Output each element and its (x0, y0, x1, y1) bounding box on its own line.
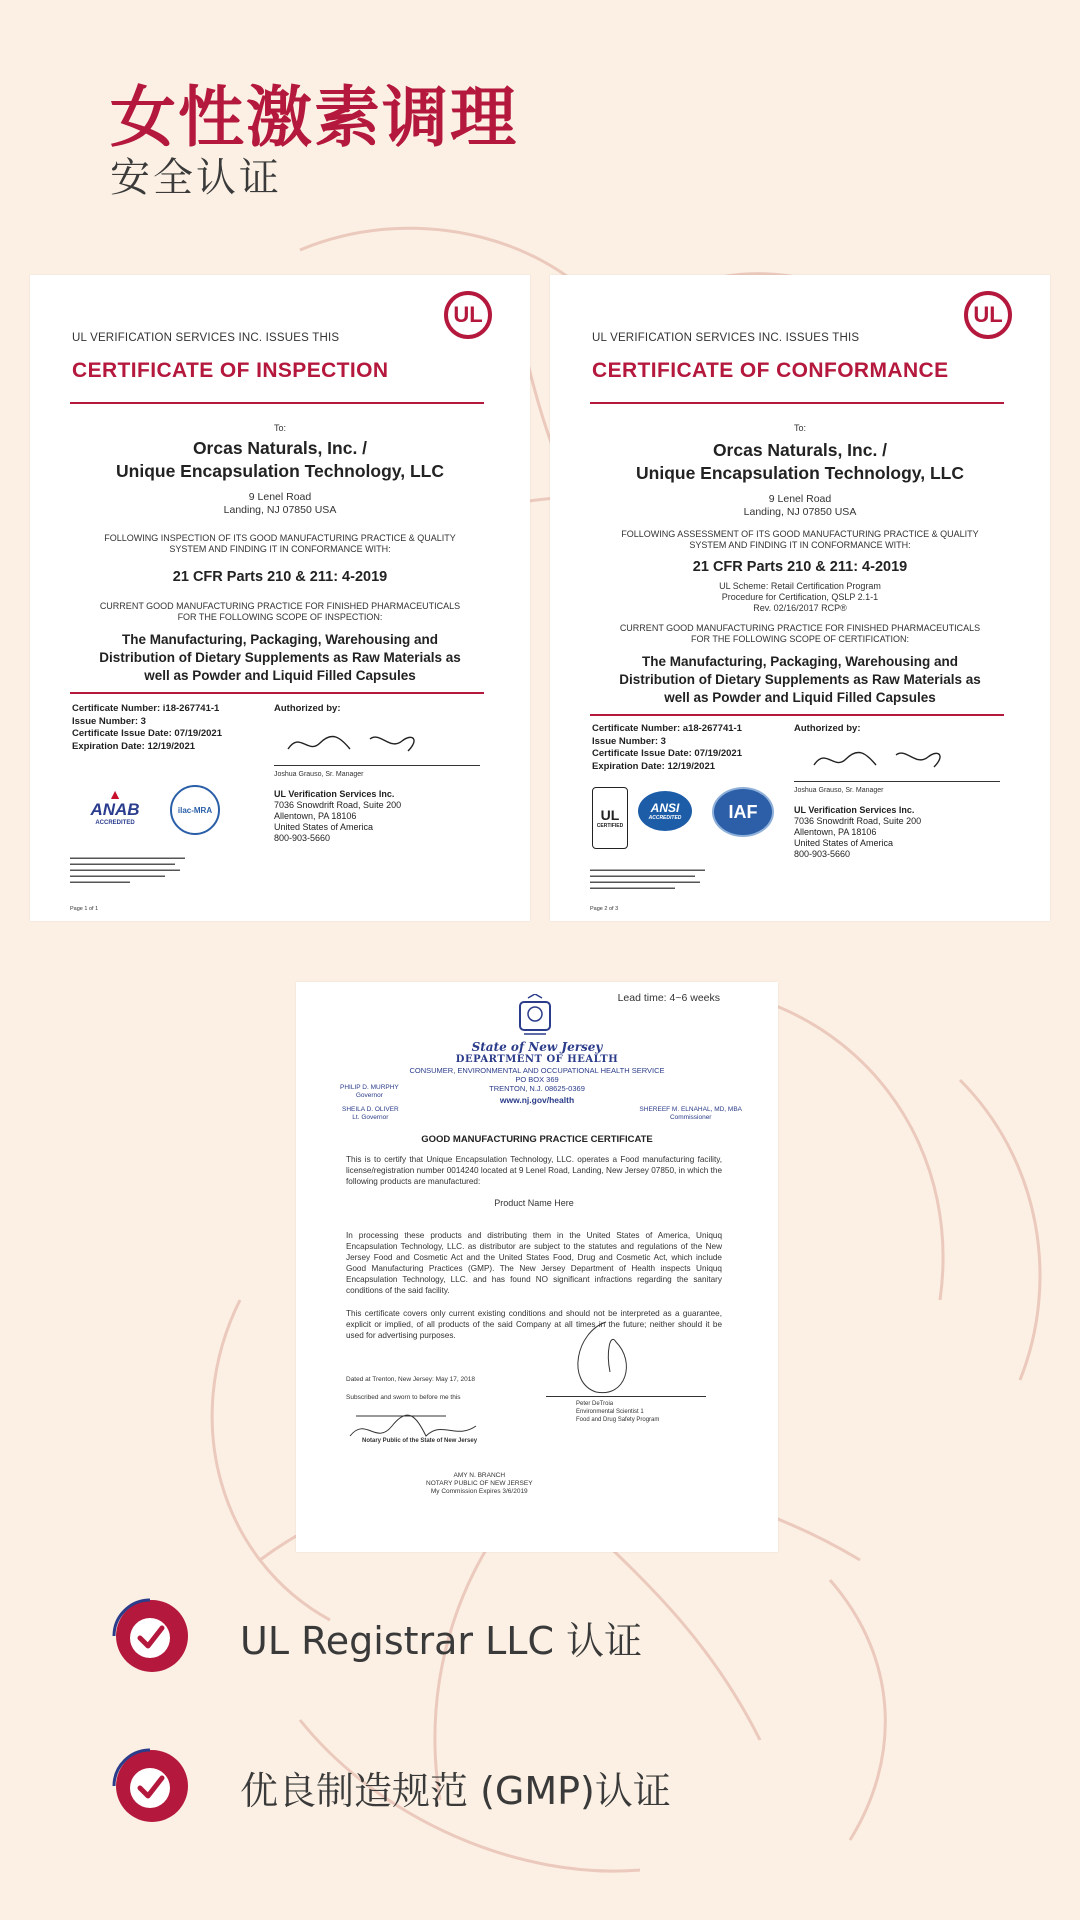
governor (340, 1084, 399, 1100)
notary-stamp (426, 1472, 533, 1496)
address-line-2: Landing, NJ 07850 USA (743, 506, 857, 518)
city: TRENTON, N.J. 08625-0369 (489, 1084, 585, 1093)
cert-issuer: UL VERIFICATION SERVICES INC. ISSUES THIS (592, 332, 860, 344)
expiration-date: Expiration Date: 12/19/2021 (592, 760, 716, 772)
divider (70, 692, 484, 694)
inspector-title-1: Environmental Scientist 1 (576, 1409, 644, 1415)
dept-service: CONSUMER, ENVIRONMENTAL AND OCCUPATIONAL HEALTH SERVICE (409, 1066, 665, 1075)
ul-badge-label: UL (600, 807, 620, 823)
company-line-1: Orcas Naturals, Inc. / (712, 440, 888, 460)
subscribed: Subscribed and sworn to before me this (346, 1394, 461, 1401)
department-name: DEPARTMENT OF HEALTH (455, 1054, 619, 1065)
fine-print: ▬▬▬▬▬▬▬▬▬▬▬▬▬▬▬▬▬▬▬▬▬▬▬ ▬▬▬▬▬▬▬▬▬▬▬▬▬▬▬▬▬▬▬▬▬ ▬▬▬▬▬▬▬▬▬▬▬▬▬▬▬▬▬▬▬▬▬▬ ▬▬▬▬▬▬▬▬▬▬▬▬▬▬▬▬▬▬▬ ▬▬▬▬▬▬▬▬▬▬▬▬ (70, 855, 185, 885)
signature-line (274, 765, 480, 766)
verif-addr-2: Allentown, PA 18106 (794, 827, 877, 837)
current-gmp-text (580, 623, 1020, 645)
ul-logo-icon: UL (964, 291, 1012, 339)
company-address (580, 493, 1020, 519)
ilac-label: ilac-MRA (177, 805, 213, 815)
ul-logo-icon: UL (444, 291, 492, 339)
check-circle-icon (110, 1596, 190, 1676)
scope-line-3: well as Powder and Liquid Filled Capsules (144, 668, 416, 683)
anab-sub: ACCREDITED (95, 820, 135, 826)
address-line-1: 9 Lenel Road (768, 493, 832, 505)
scheme-line-1: UL Scheme: Retail Certification Program (719, 581, 881, 591)
issue-number: Issue Number: 3 (72, 715, 146, 727)
inspector-name: Peter DeTroia (576, 1401, 614, 1407)
following-line-1: FOLLOWING ASSESSMENT OF ITS GOOD MANUFACTURING PRACTICE & QUALITY (621, 529, 979, 539)
stamp-line-3: My Commission Expires 3/6/2019 (430, 1488, 528, 1495)
commissioner (639, 1106, 742, 1122)
scope-line-1: The Manufacturing, Packaging, Warehousing and (641, 654, 959, 669)
standard: 21 CFR Parts 210 & 211: 4-2019 (172, 569, 388, 585)
lt-gov-title: Lt. Governor (352, 1114, 389, 1121)
scheme-line-2: Procedure for Certification, QSLP 2.1-1 (721, 592, 879, 602)
certificate-of-inspection (30, 275, 530, 921)
anab-badge-icon: ▲ ANAB ACCREDITED (90, 786, 140, 826)
current-gmp-text (60, 601, 500, 623)
following-line-2: SYSTEM AND FINDING IT IN CONFORMANCE WITH: (169, 544, 391, 554)
commissioner-title: Commissioner (669, 1114, 712, 1121)
stamp-name: AMY N. BRANCH (453, 1472, 506, 1479)
cert-number: Certificate Number: i18-267741-1 (72, 703, 220, 714)
iaf-label: IAF (728, 801, 758, 822)
verif-phone: 800-903-5660 (274, 833, 331, 843)
dated: Dated at Trenton, New Jersey: May 17, 2018 (346, 1376, 475, 1383)
state-name: State of New Jersey (471, 1040, 603, 1054)
scope-line-3: well as Powder and Liquid Filled Capsules (664, 690, 936, 705)
lead-time: Lead time: 4~6 weeks (617, 992, 720, 1004)
company-line-2: Unique Encapsulation Technology, LLC (636, 463, 964, 483)
divider (70, 402, 484, 404)
verif-addr-3: United States of America (274, 822, 374, 832)
cert-title: CERTIFICATE OF INSPECTION (72, 359, 389, 382)
signer-name: Joshua Grauso, Sr. Manager (274, 771, 364, 778)
address-line-2: Landing, NJ 07850 USA (223, 504, 337, 516)
check-circle-icon (110, 1746, 190, 1826)
ilac-mra-badge-icon (170, 785, 220, 835)
verif-addr-2: Allentown, PA 18106 (274, 811, 357, 821)
address-line-1: 9 Lenel Road (248, 491, 312, 503)
following-text (60, 533, 500, 555)
cert-title: CERTIFICATE OF CONFORMANCE (592, 359, 949, 382)
inspector-signature-icon (566, 1312, 646, 1402)
divider (590, 402, 1004, 404)
standard: 21 CFR Parts 210 & 211: 4-2019 (692, 559, 908, 575)
signature-line (546, 1396, 706, 1397)
issue-date: Certificate Issue Date: 07/19/2021 (592, 748, 742, 759)
scope-line-2: Distribution of Dietary Supplements as Raw Materials as (99, 650, 461, 665)
po-box: PO BOX 369 (515, 1075, 559, 1084)
company-line-2: Unique Encapsulation Technology, LLC (116, 461, 444, 481)
scope (60, 631, 500, 685)
paragraph-3: This certificate covers only current existing conditions and should not be interpreted as a guarantee, explicit or implied, of all products of the said Company at all times in the future; neither should it be used for advertising purposes. (346, 1309, 722, 1340)
gmp-heading: GOOD MANUFACTURING PRACTICE CERTIFICATE (421, 1134, 653, 1145)
inspector (576, 1400, 659, 1424)
signer-name: Joshua Grauso, Sr. Manager (794, 787, 884, 794)
website: www.nj.gov/health (499, 1095, 575, 1105)
verification-address (794, 805, 921, 860)
iaf-badge-icon (712, 787, 774, 837)
inspector-title-2: Food and Drug Safety Program (576, 1417, 660, 1423)
ansi-label: ANSI (650, 801, 680, 815)
governor-title: Governor (355, 1092, 383, 1099)
cert-meta (72, 703, 222, 753)
current-line-2: FOR THE FOLLOWING SCOPE OF INSPECTION: (177, 612, 383, 622)
paragraph-1: This is to certify that Unique Encapsulation Technology, LLC. operates a Food manufacturing facility, license/registration number 0014240 located at 9 Lenel Road, Landing, New Jersey 07850, in which the following products are manufactured: (346, 1155, 722, 1186)
current-line-2: FOR THE FOLLOWING SCOPE OF CERTIFICATION: (690, 634, 910, 644)
issue-date: Certificate Issue Date: 07/19/2021 (72, 728, 222, 739)
authorized-label: Authorized by: (794, 723, 861, 734)
ansi-sub: ACCREDITED (648, 815, 682, 821)
stamp-line-2: NOTARY PUBLIC OF NEW JERSEY (426, 1480, 533, 1487)
cert-meta (592, 723, 742, 773)
page-number: Page 2 of 3 (590, 906, 619, 912)
lt-gov-name: SHEILA D. OLIVER (342, 1106, 399, 1113)
ansi-badge-icon (638, 791, 692, 831)
cert-to: To: (273, 423, 286, 433)
company-name (580, 439, 1020, 485)
scheme (580, 581, 1020, 614)
scope (580, 653, 1020, 707)
company-line-1: Orcas Naturals, Inc. / (192, 438, 368, 458)
divider (590, 714, 1004, 716)
cert-to: To: (793, 423, 806, 433)
product-name: Product Name Here (494, 1198, 574, 1208)
verif-addr-3: United States of America (794, 838, 894, 848)
commissioner-name: SHEREEF M. ELNAHAL, MD, MBA (639, 1106, 742, 1113)
gmp-certificate (296, 982, 778, 1552)
certificate-of-conformance (550, 275, 1050, 921)
following-text (580, 529, 1020, 551)
issue-number: Issue Number: 3 (592, 735, 666, 747)
notary-label: Notary Public of the State of New Jersey (362, 1438, 478, 1444)
page-title: 女性激素调理 (110, 79, 518, 156)
company-address (60, 491, 500, 517)
current-line-1: CURRENT GOOD MANUFACTURING PRACTICE FOR FINISHED PHARMACEUTICALS (99, 601, 461, 611)
ul-certified-badge-icon (592, 787, 628, 849)
verif-addr-1: 7036 Snowdrift Road, Suite 200 (274, 800, 402, 810)
verif-addr-1: 7036 Snowdrift Road, Suite 200 (794, 816, 922, 826)
governor-name: PHILIP D. MURPHY (340, 1084, 399, 1091)
fine-print: ▬▬▬▬▬▬▬▬▬▬▬▬▬▬▬▬▬▬▬▬▬▬▬ ▬▬▬▬▬▬▬▬▬▬▬▬▬▬▬▬▬▬▬▬▬ ▬▬▬▬▬▬▬▬▬▬▬▬▬▬▬▬▬▬▬▬▬▬ ▬▬▬▬▬▬▬▬▬▬▬▬▬▬▬▬▬ (590, 867, 705, 891)
verif-name: UL Verification Services Inc. (274, 789, 395, 799)
cert-number: Certificate Number: a18-267741-1 (592, 723, 742, 734)
nj-seal-icon (514, 994, 556, 1038)
page-number: Page 1 of 1 (70, 906, 99, 912)
notary-signature-icon (346, 1396, 496, 1456)
feature-label-gmp: 优良制造规范 (GMP)认证 (240, 1769, 671, 1813)
expiration-date: Expiration Date: 12/19/2021 (72, 740, 196, 752)
following-line-1: FOLLOWING INSPECTION OF ITS GOOD MANUFACTURING PRACTICE & QUALITY (104, 533, 456, 543)
verif-phone: 800-903-5660 (794, 849, 851, 859)
lt-governor (342, 1106, 399, 1122)
feature-label-ul: UL Registrar LLC 认证 (240, 1619, 643, 1663)
scope-line-1: The Manufacturing, Packaging, Warehousing and (121, 632, 439, 647)
verification-address (274, 789, 401, 844)
cert-issuer: UL VERIFICATION SERVICES INC. ISSUES THIS (72, 332, 340, 344)
page-subtitle: 安全认证 (110, 155, 282, 201)
ul-badge-sub: CERTIFIED (596, 823, 624, 829)
current-line-1: CURRENT GOOD MANUFACTURING PRACTICE FOR FINISHED PHARMACEUTICALS (619, 623, 981, 633)
paragraph-2: In processing these products and distributing them in the United States of America, Uniquq Encapsulation Technology, LLC. as distributor are subject to the statutes and regulations of the New Jersey Food and Cosmetic Act and the United States Food, Drug and Cosmetic Act, which include Good Manufacturing Practices (GMP). The New Jersey Department of Health inspects Uniquq Encapsulation Technology, LLC. and has found NO significant infractions regarding the sanitary conditions of the said facility. (346, 1231, 722, 1295)
company-name (60, 437, 500, 483)
following-line-2: SYSTEM AND FINDING IT IN CONFORMANCE WITH: (689, 540, 911, 550)
authorized-label: Authorized by: (274, 703, 341, 714)
signature-icon (280, 721, 430, 761)
anab-label: ANAB (90, 800, 140, 819)
scope-line-2: Distribution of Dietary Supplements as Raw Materials as (619, 672, 981, 687)
signature-line (794, 781, 1000, 782)
verif-name: UL Verification Services Inc. (794, 805, 915, 815)
signature-icon (806, 737, 956, 777)
scheme-line-3: Rev. 02/16/2017 RCP® (753, 603, 847, 613)
